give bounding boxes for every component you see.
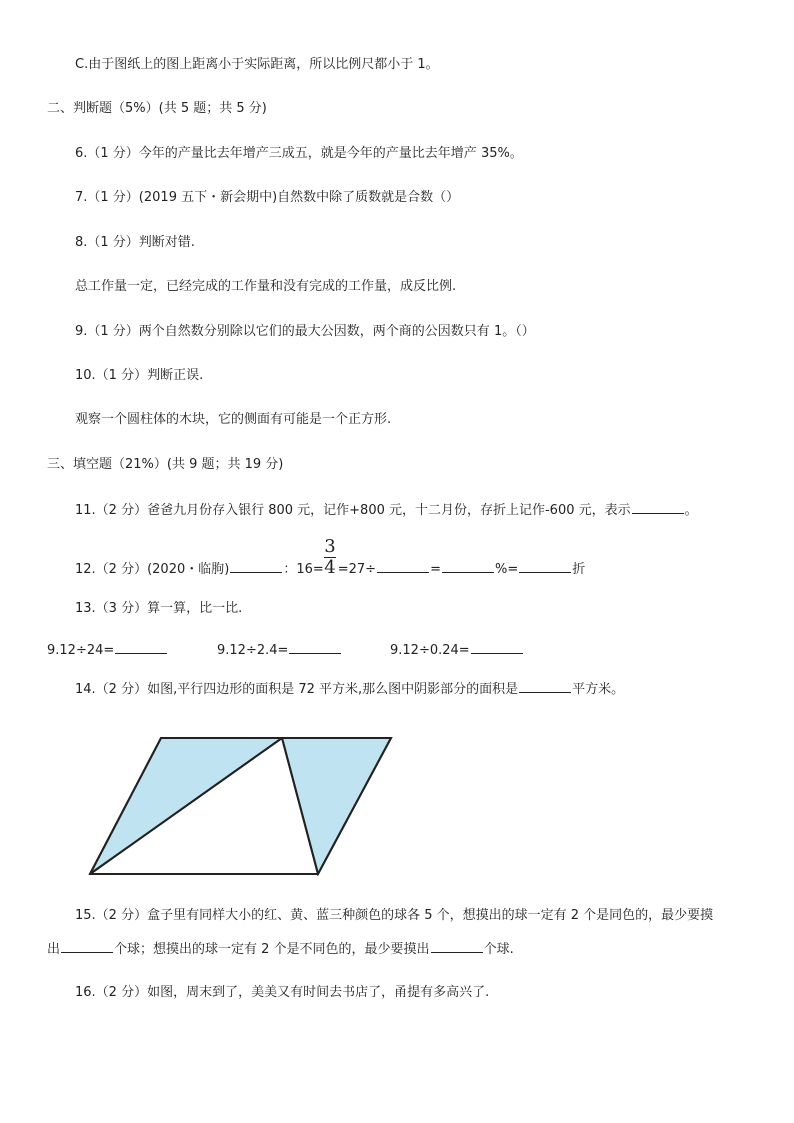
calc-item-3 (390, 641, 524, 660)
question-10-statement: 观察一个圆柱体的木块，它的侧面有可能是一个正方形. (75, 412, 392, 427)
question-11-text: 11.（2 分）爸爸九月份存入银行 800 元，记作+800 元，十二月份，存折上记作-600 元，表示 (75, 503, 631, 518)
question-9: 9.（1 分）两个自然数分别除以它们的最大公因数，两个商的公因数只有 1。（） (75, 324, 535, 339)
question-15-part: 个球. (483, 942, 514, 957)
question-12-part: = (430, 562, 441, 577)
question-15-part: 出 (47, 942, 61, 957)
question-12-prefix: 12.（2 分）(2020・临朐) (75, 562, 230, 577)
shaded-triangle-right (282, 738, 391, 874)
question-7: 7.（1 分）(2019 五下・新会期中)自然数中除了质数就是合数（） (75, 190, 460, 205)
option-c: C.由于图纸上的图上距离小于实际距离，所以比例尺都小于 1。 (75, 57, 439, 72)
question-11 (75, 501, 698, 520)
fraction-denominator: 4 (324, 557, 336, 578)
answer-blank[interactable] (61, 940, 113, 953)
calc-expression: 9.12÷0.24= (390, 643, 470, 658)
answer-blank[interactable] (471, 641, 523, 654)
question-16: 16.（2 分）如图，周末到了，美美又有时间去书店了，甬提有多高兴了. (75, 985, 490, 1000)
question-12-part: ：16= (283, 562, 324, 577)
question-6: 6.（1 分）今年的产量比去年增产三成五，就是今年的产量比去年增产 35%。 (75, 146, 523, 161)
parallelogram-figure (86, 734, 398, 876)
question-14-end: 平方米。 (572, 682, 625, 697)
answer-blank[interactable] (442, 560, 494, 573)
answer-blank[interactable] (289, 641, 341, 654)
section-2-heading: 二、判断题（5%）(共 5 题；共 5 分) (47, 101, 267, 116)
question-12-part: 折 (572, 562, 586, 577)
fraction-numerator: 3 (324, 536, 336, 557)
question-11-end: 。 (684, 503, 698, 518)
answer-blank[interactable] (115, 641, 167, 654)
question-13: 13.（3 分）算一算，比一比. (75, 601, 243, 616)
calc-expression: 9.12÷2.4= (217, 643, 289, 658)
calc-item-1 (47, 641, 168, 660)
question-10: 10.（1 分）判断正误. (75, 368, 204, 383)
section-3-heading: 三、填空题（21%）(共 9 题；共 19 分) (47, 457, 284, 472)
question-15: 15.（2 分）盒子里有同样大小的红、黄、蓝三种颜色的球各 5 个，想摸出的球一定有 2 个是同色的，最少要摸 (75, 908, 714, 923)
answer-blank[interactable] (377, 560, 429, 573)
question-12-part: =27÷ (337, 562, 377, 577)
answer-blank[interactable] (632, 501, 684, 514)
answer-blank[interactable] (230, 560, 282, 573)
question-15-line-2 (47, 940, 514, 959)
fraction-three-quarters (324, 538, 336, 577)
calc-item-2 (217, 641, 342, 660)
answer-blank[interactable] (519, 680, 571, 693)
question-15-part: 个球；想摸出的球一定有 2 个是不同色的，最少要摸出 (114, 942, 430, 957)
question-12-part: %= (494, 562, 519, 577)
question-8-statement: 总工作量一定，已经完成的工作量和没有完成的工作量，成反比例. (75, 279, 457, 294)
answer-blank[interactable] (519, 560, 571, 573)
calc-expression: 9.12÷24= (47, 643, 115, 658)
question-14-text: 14.（2 分）如图,平行四边形的面积是 72 平方米,那么图中阴影部分的面积是 (75, 682, 519, 697)
question-8: 8.（1 分）判断对错. (75, 235, 195, 250)
question-14 (75, 680, 624, 699)
answer-blank[interactable] (431, 940, 483, 953)
